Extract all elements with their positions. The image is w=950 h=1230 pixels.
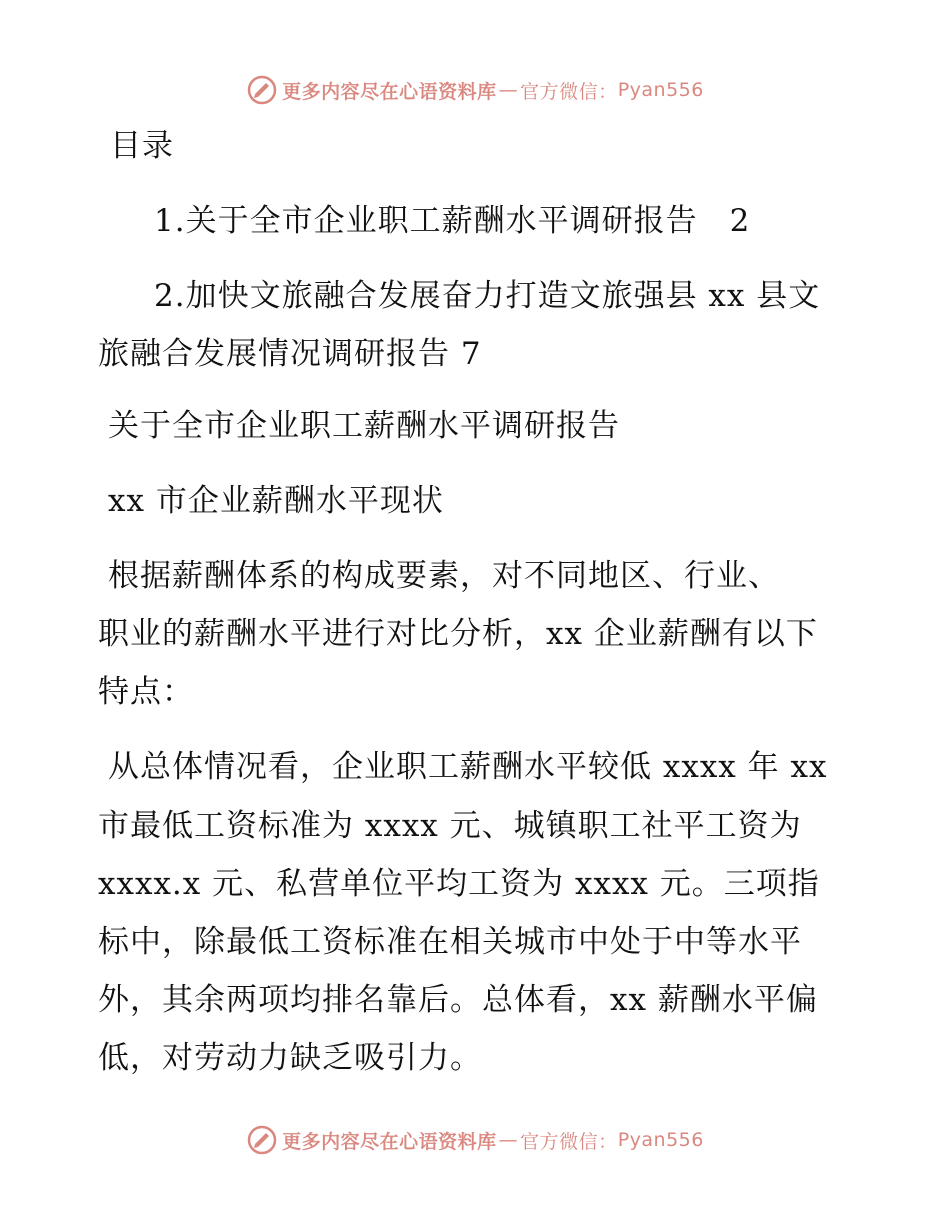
watermark-dash: — [498,79,519,101]
para2-line-5: 外，其余两项均排名靠后。总体看，xx 薪酬水平偏 [98,982,818,1018]
watermark-wechat-id: Pyan556 [617,79,704,101]
para1-line-1: 根据薪酬体系的构成要素，对不同地区、行业、 [108,558,780,594]
header-watermark [0,74,950,106]
watermark-wechat-label: 官方微信： [520,1130,618,1153]
report-subtitle: xx 市企业薪酬水平现状 [108,483,444,519]
watermark-text: 更多内容尽在心语资料库 [282,80,497,103]
para2-line-2: 市最低工资标准为 xxxx 元、城镇职工社平工资为 [98,808,802,844]
book-logo-icon [246,74,278,106]
para2-line-3: xxxx.x 元、私营单位平均工资为 xxxx 元。三项指 [98,866,820,902]
book-logo-icon [246,1124,278,1156]
toc-heading: 目录 [110,128,174,164]
report-title: 关于全市企业职工薪酬水平调研报告 [108,408,620,444]
para1-line-2: 职业的薪酬水平进行对比分析，xx 企业薪酬有以下 [98,616,818,652]
toc-item-1[interactable]: 1.关于全市企业职工薪酬水平调研报告 2 [154,203,751,239]
para2-line-6: 低，对劳动力缺乏吸引力。 [98,1040,482,1076]
watermark-wechat-label: 官方微信： [520,80,618,103]
watermark-dash: — [498,1129,519,1151]
watermark-wechat-id: Pyan556 [617,1129,704,1151]
para1-line-3: 特点： [98,674,194,710]
para2-line-1: 从总体情况看，企业职工薪酬水平较低 xxxx 年 xx [108,749,828,785]
footer-watermark [0,1124,950,1156]
para2-line-4: 标中，除最低工资标准在相关城市中处于中等水平 [98,924,802,960]
toc-item-2-line-1[interactable]: 2.加快文旅融合发展奋力打造文旅强县 xx 县文 [154,278,821,314]
toc-item-2-line-2[interactable]: 旅融合发展情况调研报告 7 [98,336,482,372]
watermark-text: 更多内容尽在心语资料库 [282,1130,497,1153]
